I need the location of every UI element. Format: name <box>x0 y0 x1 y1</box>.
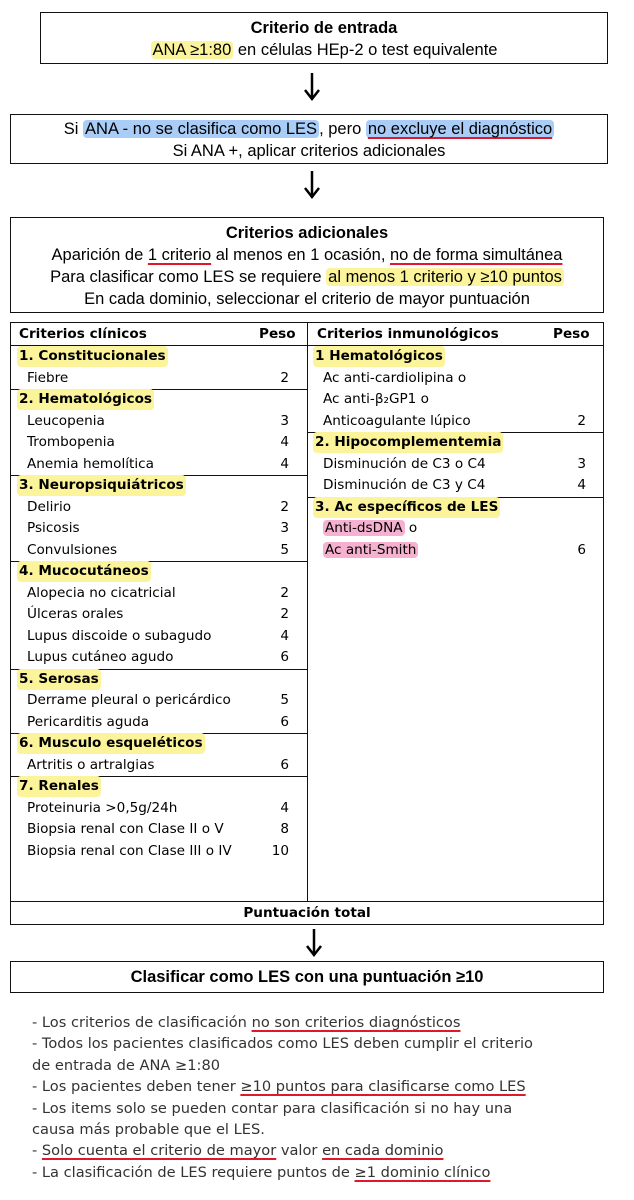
criterion-label: Proteinuria >0,5g/24h <box>27 799 178 816</box>
criterion-item <box>27 647 174 668</box>
criterion-label: Pericarditis aguda <box>27 713 150 730</box>
domain-title <box>17 346 168 367</box>
criterion-item <box>27 432 115 453</box>
criterion-points: 2 <box>577 412 586 429</box>
domain-title-highlight: 2. Hipocomplementemia <box>313 432 503 453</box>
criterion-points: 3 <box>280 412 289 429</box>
criterion-item <box>27 841 232 862</box>
immuno-header: Criterios inmunológicos <box>317 326 499 342</box>
criterion-label: Biopsia renal con Clase II o V <box>27 821 224 837</box>
criterion-label: Fiebre <box>27 369 69 386</box>
domain-title <box>313 497 500 518</box>
arrow-down-icon <box>304 928 324 958</box>
note-1-prefix: - Los criterios de clasificación <box>32 1014 252 1031</box>
domain-title <box>17 389 154 410</box>
classification-text: Clasificar como LES con una puntuación ≥10 <box>130 968 484 986</box>
domain-title-highlight: 2. Hematológicos <box>17 389 154 410</box>
note-3-underline: ≥10 puntos para clasificarse como LES <box>240 1078 526 1096</box>
criterion-item <box>27 755 155 776</box>
criterion-label: Derrame pleural o pericárdico <box>27 692 231 708</box>
additional-line-3: En cada dominio, seleccionar el criterio de mayor puntuación <box>84 290 530 308</box>
one-criterion-underline: 1 criterio <box>147 246 212 264</box>
domain-title-highlight: 5. Serosas <box>17 669 101 690</box>
domain-title <box>313 432 503 453</box>
domain-title-highlight: 3. Ac específicos de LES <box>313 497 500 518</box>
note-5-prefix: - <box>32 1142 42 1160</box>
criterion-item <box>27 411 105 432</box>
criteria-table <box>10 322 604 925</box>
clinical-weight-header: Peso <box>259 326 296 342</box>
criterion-item <box>323 368 466 389</box>
criterion-points: 2 <box>280 369 289 386</box>
criterion-label: Biopsia renal con Clase III o IV <box>27 842 232 859</box>
additional-l2-prefix: Para clasificar como LES se requiere <box>50 268 327 286</box>
criterion-item <box>323 475 485 496</box>
column-divider <box>307 323 308 902</box>
criterion-label: Psicosis <box>27 520 80 536</box>
criterion-item <box>27 454 154 475</box>
criterion-item <box>323 389 429 410</box>
total-score-row: Puntuación total <box>11 901 603 924</box>
arrow-down-icon <box>302 72 322 102</box>
ana-negative-middle: , pero <box>319 120 366 138</box>
criterion-label: Convulsiones <box>27 541 118 558</box>
domain-title <box>17 776 101 797</box>
additional-criteria-box <box>10 217 604 313</box>
criterion-item <box>323 540 418 561</box>
note-6 <box>32 1162 612 1183</box>
criterion-points: 4 <box>280 627 289 644</box>
criterion-label: Lupus discoide o subagudo <box>27 627 212 644</box>
ten-points-highlight: al menos 1 criterio y ≥10 puntos <box>328 268 562 286</box>
note-5-underline-2: en cada dominio <box>322 1142 444 1160</box>
ana-result-box <box>10 114 608 164</box>
criterion-item <box>323 411 471 432</box>
domain-title <box>17 669 101 690</box>
entry-criterion-box <box>40 12 608 64</box>
note-5-middle: valor <box>276 1142 323 1160</box>
criterion-label: Alopecia no cicatricial <box>27 584 176 601</box>
criterion-item <box>27 626 211 647</box>
ana-negative-highlight: ANA - no se clasifica como LES <box>85 120 318 138</box>
criterion-points: 6 <box>280 756 289 773</box>
criterion-points: 5 <box>280 692 289 708</box>
criterion-points: 10 <box>271 842 289 859</box>
criterion-points: 4 <box>280 455 289 472</box>
domain-title-highlight: 6. Musculo esqueléticos <box>17 733 205 754</box>
criterion-points: 6 <box>280 649 289 665</box>
note-4: - Los items solo se pueden contar para clasificación si no hay una <box>32 1099 513 1117</box>
criterion-points: 6 <box>280 713 289 730</box>
criterion-item <box>27 690 231 711</box>
entry-title: Criterio de entrada <box>250 19 398 37</box>
criterion-label: Delirio <box>27 498 72 515</box>
not-simultaneous-underline: no de forma simultánea <box>390 246 563 264</box>
criterion-item <box>27 583 176 604</box>
criterion-label: Ac anti-Smith <box>325 541 417 558</box>
criterion-suffix: o <box>404 520 418 536</box>
classification-box <box>10 961 604 993</box>
criterion-item <box>323 454 486 475</box>
criterion-item <box>27 368 68 389</box>
ana-threshold-highlight: ANA ≥1:80 <box>152 41 232 59</box>
domain-title <box>313 346 445 367</box>
note-3 <box>32 1076 612 1097</box>
ana-not-exclude-underline: no excluye el diagnóstico <box>367 120 553 138</box>
domain-title <box>17 733 205 754</box>
domain-title-highlight: 1. Constitucionales <box>17 346 168 367</box>
clinical-header: Criterios clínicos <box>19 326 147 342</box>
criterion-label: Artritis o artralgias <box>27 756 155 773</box>
criterion-label: Anticoagulante lúpico <box>323 412 471 429</box>
criterion-points: 3 <box>577 455 586 472</box>
note-3-prefix: - Los pacientes deben tener <box>32 1078 241 1096</box>
note-1-underline: no son criterios diagnósticos <box>251 1014 461 1031</box>
criterion-points: 2 <box>280 584 289 601</box>
note-6-underline: ≥1 dominio clínico <box>354 1163 491 1181</box>
additional-line-2 <box>11 266 603 288</box>
criterion-points: 4 <box>280 434 289 450</box>
criterion-label: Anemia hemolítica <box>27 455 154 472</box>
criterion-label: Úlceras orales <box>27 606 124 622</box>
note-5-underline-1: Solo cuenta el criterio de mayor <box>41 1142 277 1160</box>
criterion-points: 3 <box>280 520 289 536</box>
criterion-label: Leucopenia <box>27 412 105 429</box>
additional-l1-prefix: Aparición de <box>51 246 148 264</box>
note-1 <box>32 1012 612 1033</box>
criterion-item <box>27 604 123 625</box>
additional-line-1 <box>11 244 603 266</box>
criterion-item <box>27 518 80 539</box>
domain-title <box>17 561 151 582</box>
criterion-label: Anti-dsDNA <box>325 520 403 536</box>
criterion-label: Trombopenia <box>27 434 115 450</box>
note-6-prefix: - La clasificación de LES requiere puntos de <box>32 1163 355 1181</box>
note-2-cont: de entrada de ANA ≥1:80 <box>32 1056 221 1074</box>
note-4-cont: causa más probable que el LES. <box>32 1121 265 1139</box>
criterion-points: 4 <box>577 477 586 493</box>
domain-title <box>17 475 186 496</box>
domain-title-highlight: 7. Renales <box>17 776 101 797</box>
immuno-weight-header: Peso <box>553 326 590 342</box>
entry-text <box>41 39 607 61</box>
arrow-down-icon <box>302 170 322 200</box>
note-5 <box>32 1140 612 1161</box>
ana-positive-line: Si ANA +, aplicar criterios adicionales <box>172 142 446 160</box>
criterion-points: 2 <box>280 606 289 622</box>
criterion-item <box>323 518 417 539</box>
additional-title: Criterios adicionales <box>225 224 389 242</box>
domain-title-highlight: 4. Mucocutáneos <box>17 561 151 582</box>
entry-rest: en células HEp-2 o test equivalente <box>233 41 498 59</box>
criterion-points: 8 <box>280 821 289 837</box>
criterion-label: Disminución de C3 o C4 <box>323 455 486 472</box>
criterion-points: 5 <box>280 541 289 558</box>
notes-list <box>32 1012 612 1183</box>
criterion-item <box>27 798 177 819</box>
criterion-label: Ac anti-cardiolipina o <box>323 369 467 386</box>
criterion-points: 4 <box>280 799 289 816</box>
note-2: - Todos los pacientes clasificados como LES deben cumplir el criterio <box>32 1035 533 1053</box>
criterion-label: Ac anti-β₂GP1 o <box>323 391 429 407</box>
criterion-label: Lupus cutáneo agudo <box>27 649 174 665</box>
criterion-item <box>27 712 149 733</box>
additional-l1-middle: al menos en 1 ocasión, <box>211 246 390 264</box>
criterion-points: 2 <box>280 498 289 515</box>
ana-negative-prefix: Si <box>63 120 84 138</box>
domain-title-highlight: 1 Hematológicos <box>313 346 445 367</box>
criterion-label: Disminución de C3 y C4 <box>323 477 486 493</box>
criterion-item <box>27 819 224 840</box>
criterion-item <box>27 497 71 518</box>
criterion-item <box>27 540 117 561</box>
criterion-points: 6 <box>577 541 586 558</box>
ana-negative-line <box>11 118 607 140</box>
domain-title-highlight: 3. Neuropsiquiátricos <box>17 475 186 496</box>
